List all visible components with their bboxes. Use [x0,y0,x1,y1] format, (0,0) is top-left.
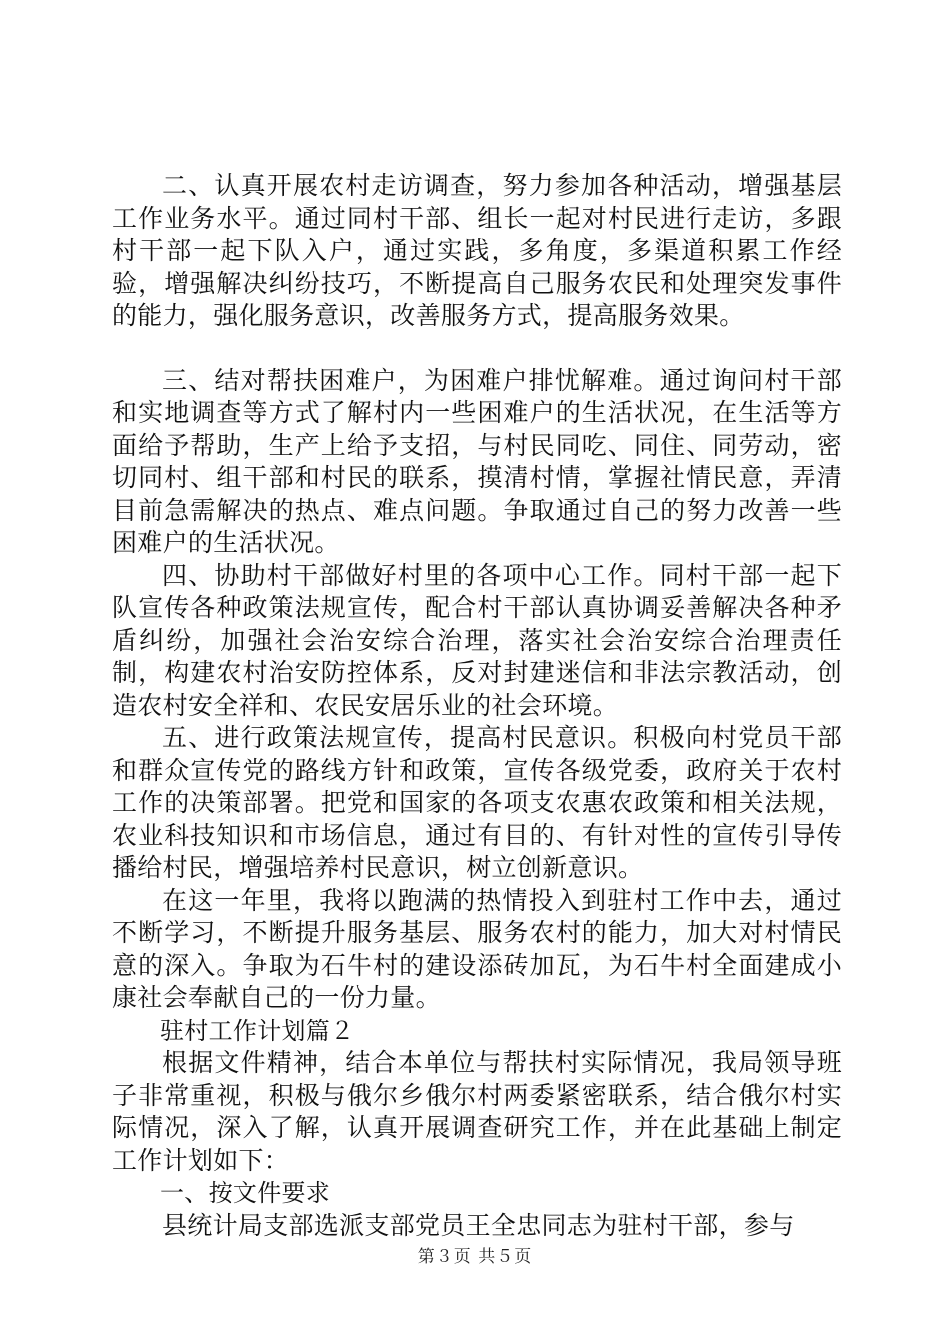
paragraph-4: 四、协助村干部做好村里的各项中心工作。同村干部一起下队宣传各种政策法规宣传，配合村干部认真协调妥善解决各种矛盾纠纷，加强社会治安综合治理，落实社会治安综合治理责任制，构建农村治安防控体系，反对封建迷信和非法宗教活动，创造农村安全祥和、农民安居乐业的社会环境。 [112,560,842,720]
paragraph-intro: 根据文件精神，结合本单位与帮扶村实际情况，我局领导班子非常重视，积极与俄尔乡俄尔村两委紧密联系，结合俄尔村实际情况，深入了解，认真开展调查研究工作，并在此基础上制定工作计划如下： [112,1048,842,1175]
page-number: 第３页 共５页 [417,1247,533,1267]
paragraph-closing: 在这一年里，我将以跑满的热情投入到驻村工作中去，通过不断学习，不断提升服务基层、服务农村的能力，加大对村情民意的深入。争取为石牛村的建设添砖加瓦，为石牛村全面建成小康社会奉献自己的一份力量。 [112,885,842,1012]
paragraph-last: 县统计局支部选派支部党员王全忠同志为驻村干部，参与 [162,1210,795,1240]
subheading: 一、按文件要求 [160,1179,331,1207]
paragraph-5: 五、进行政策法规宣传，提高村民意识。积极向村党员干部和群众宣传党的路线方针和政策，宣传各级党委，政府关于农村工作的决策部署。把党和国家的各项支农惠农政策和相关法规，农业科技知识和市场信息，通过有目的、有针对性的宣传引导传播给村民，增强培养村民意识，树立创新意识。 [112,723,842,882]
paragraph-gap [112,333,842,365]
document-body [112,170,842,1242]
paragraph-2: 二、认真开展农村走访调查，努力参加各种活动，增强基层工作业务水平。通过同村干部、组长一起对村民进行走访，多跟村干部一起下队入户，通过实践，多角度，多渠道积累工作经验，增强解决纠纷技巧，不断提高自己服务农民和处理突发事件的能力，强化服务意识，改善服务方式，提高服务效果。 [112,171,842,330]
section-heading: 驻村工作计划篇２ [160,1016,355,1045]
paragraph-3: 三、结对帮扶困难户，为困难户排忧解难。通过询问村干部和实地调查等方式了解村内一些困难户的生活状况，在生活等方面给予帮助，生产上给予支招，与村民同吃、同住、同劳动，密切同村、组干部和村民的联系，摸清村情，掌握社情民意，弄清目前急需解决的热点、难点问题。争取通过自己的努力改善一些困难户的生活状况。 [112,365,842,557]
